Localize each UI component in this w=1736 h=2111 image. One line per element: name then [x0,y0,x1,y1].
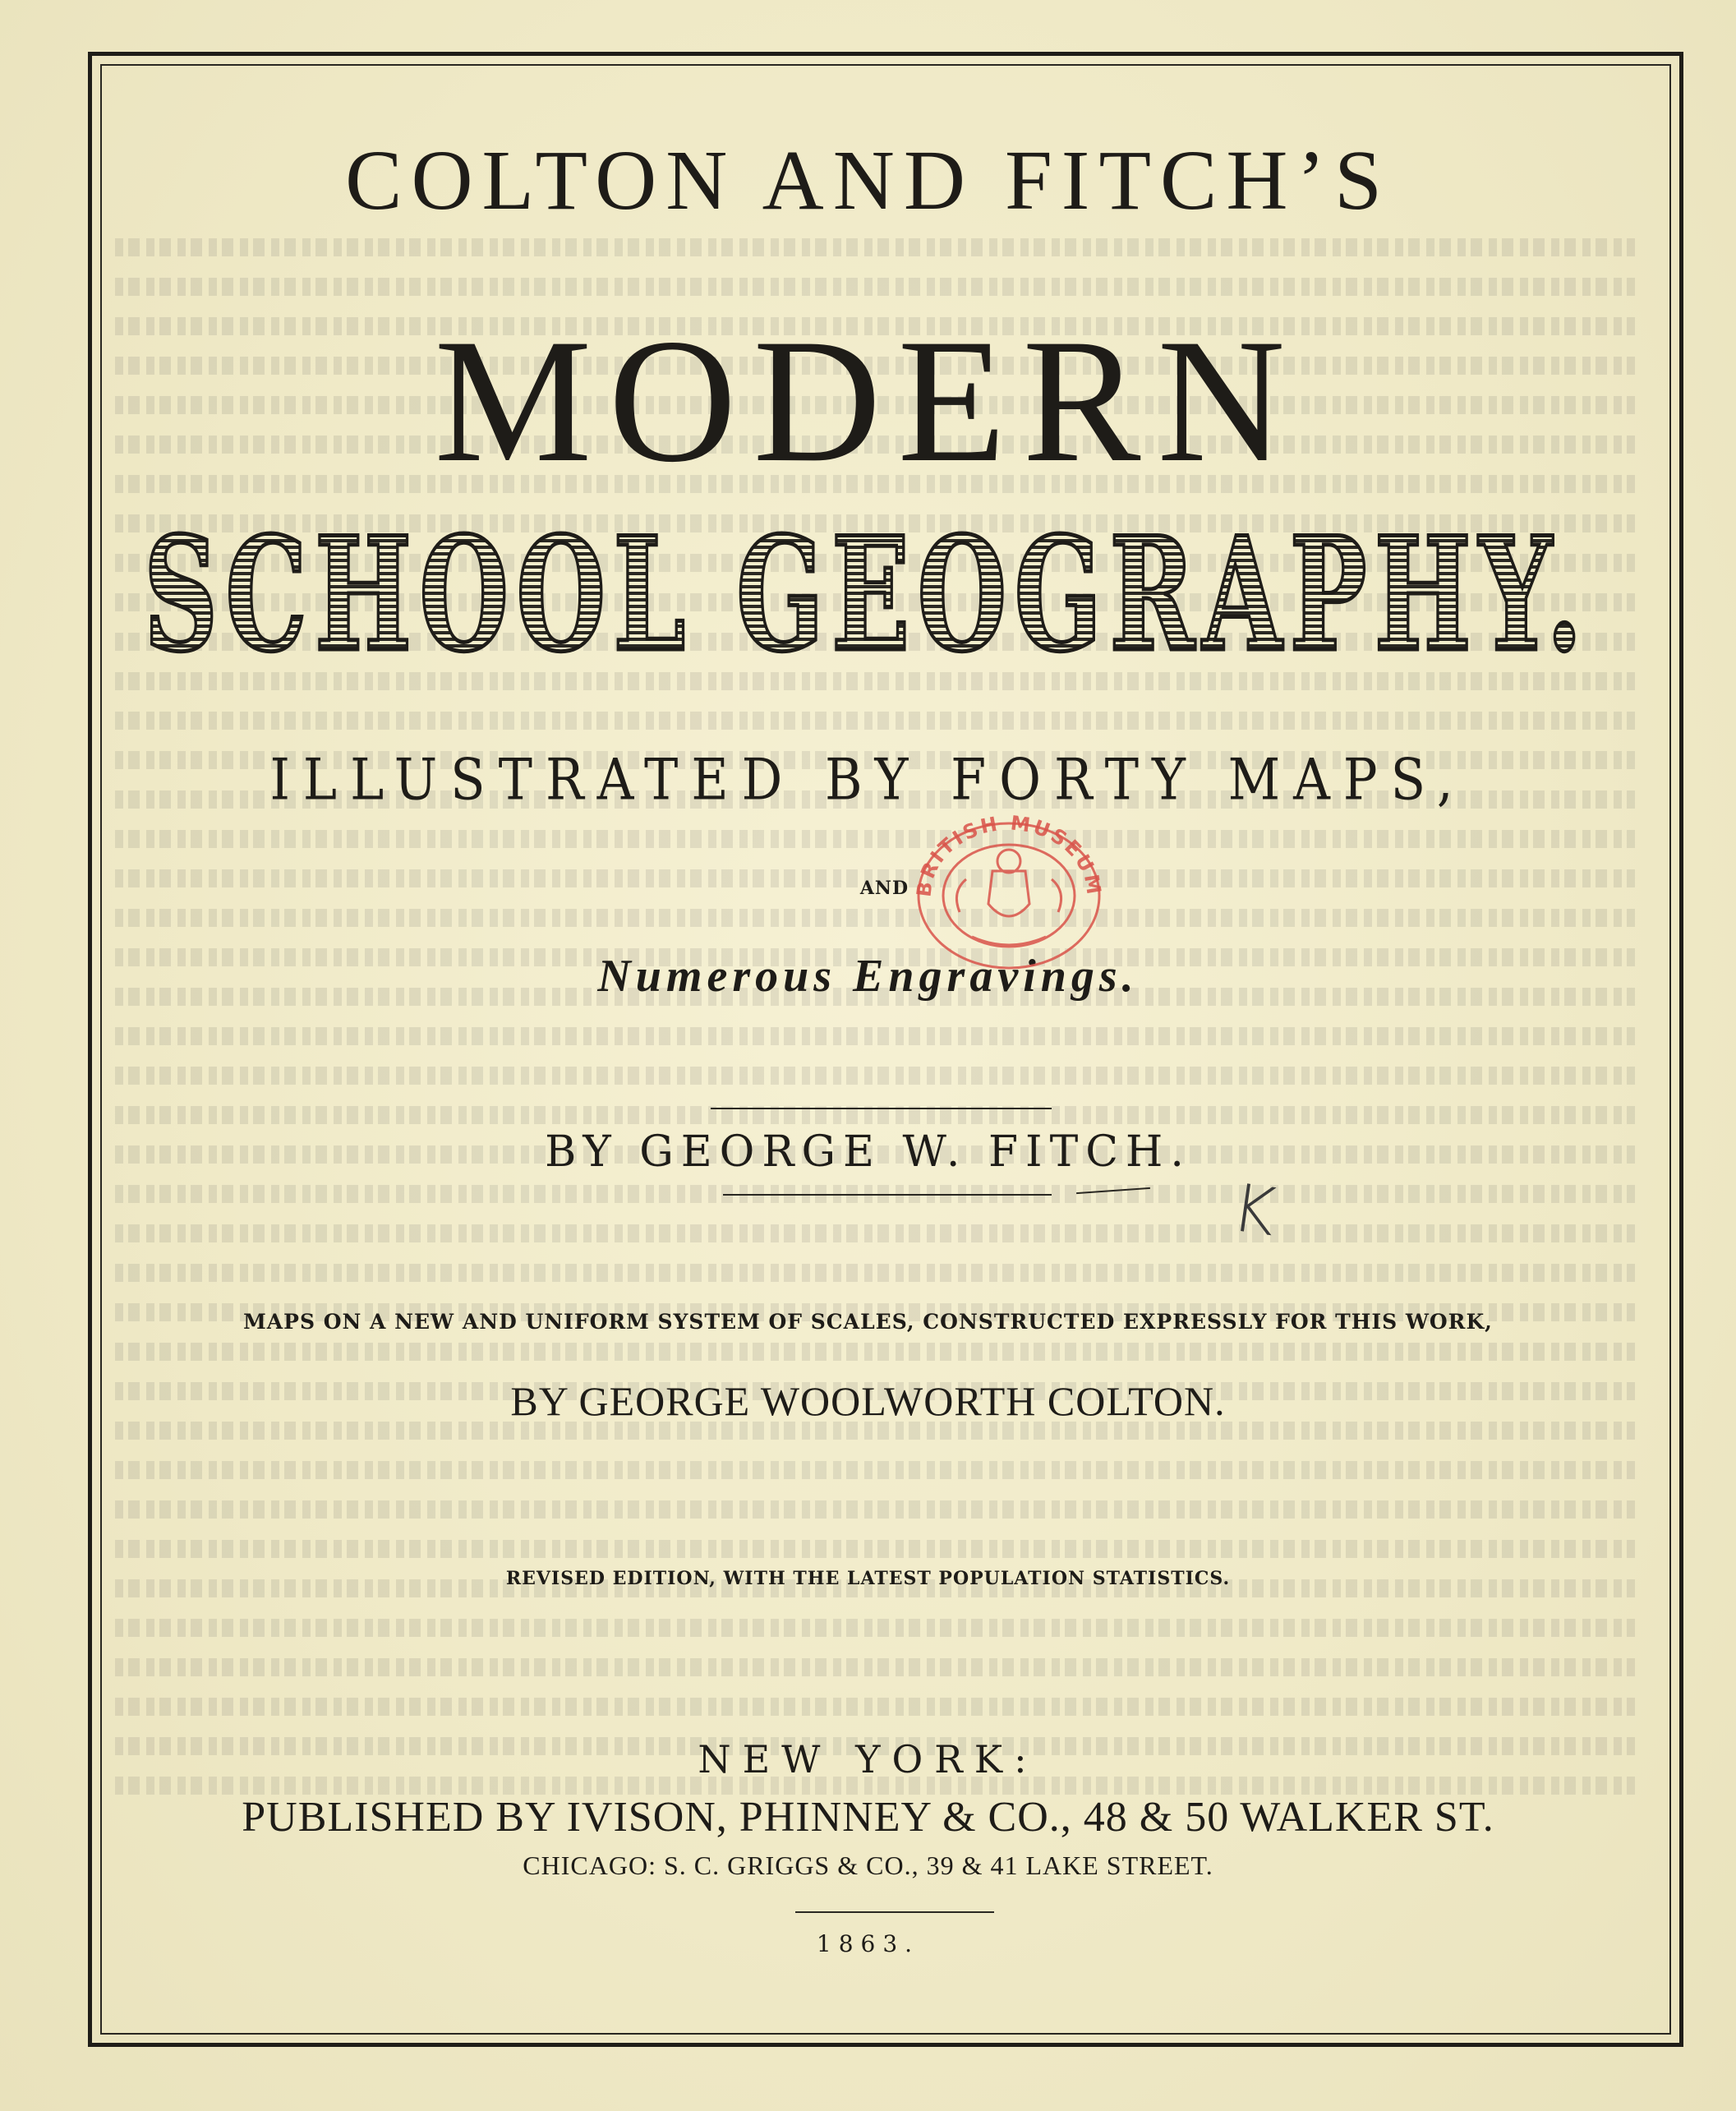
subtitle-banner [131,526,1602,674]
stamp-text: BRITISH MUSEUM [912,814,1106,899]
subtitle-text: SCHOOL GEOGRAPHY. [144,526,1590,674]
rule-below-author [723,1194,1052,1196]
city-line: NEW YORK: [698,1737,1038,1781]
publishers-title: COLTON AND FITCH’S [345,133,1391,228]
rule-above-author [711,1108,1052,1109]
cartographer-line: BY GEORGE WOOLWORTH COLTON. [510,1378,1226,1424]
main-title: MODERN [434,302,1302,499]
maps-description: MAPS ON A NEW AND UNIFORM SYSTEM OF SCALES, CONSTRUCTED EXPRESSLY FOR THIS WORK, [243,1310,1493,1334]
and-word: AND [859,878,909,899]
stamp-svg [902,814,1116,978]
chicago-line: CHICAGO: S. C. GRIGGS & CO., 39 & 41 LAKE STREET. [523,1851,1213,1880]
edition-line: REVISED EDITION, WITH THE LATEST POPULATION STATISTICS. [505,1568,1231,1589]
subtitle-svg [131,526,1602,674]
british-museum-stamp [902,814,1116,978]
pencil-annotation: K [1227,1168,1281,1251]
svg-text:BRITISH MUSEUM [912,814,1106,898]
rule-above-year [795,1911,994,1913]
year: 1863. [816,1930,920,1957]
illustrated-line: ILLUSTRATED BY FORTY MAPS, [269,745,1467,814]
author-line: BY GEORGE W. FITCH. [545,1127,1191,1177]
engravings-line: Numerous Engravings. [597,951,1139,1002]
publisher-line: PUBLISHED BY IVISON, PHINNEY & CO., 48 & 50 WALKER ST. [242,1794,1494,1841]
